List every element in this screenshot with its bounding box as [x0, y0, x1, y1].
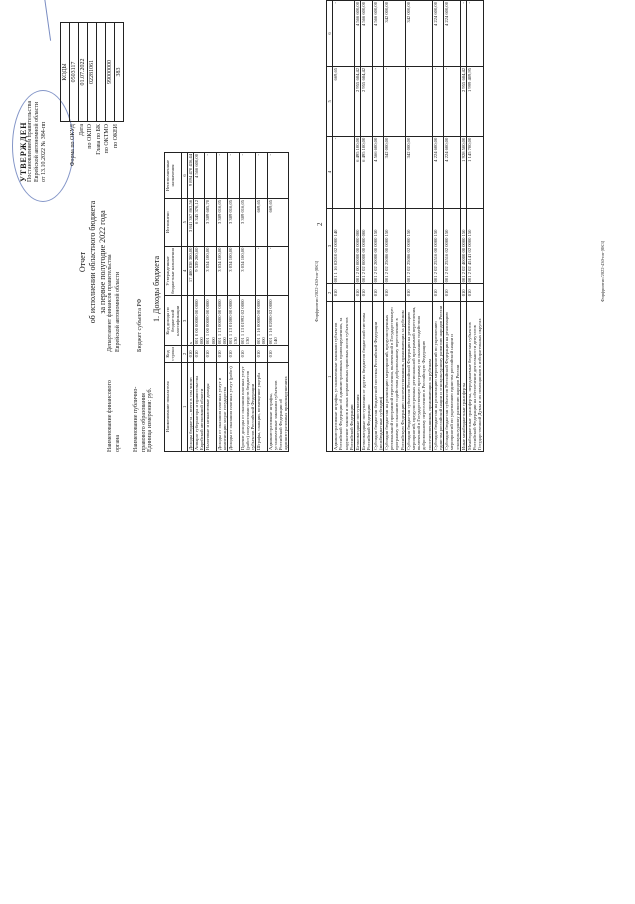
row-unexecuted: -	[216, 153, 227, 199]
row-budget-code: 001 2 02 40000 00 0000 150	[460, 208, 466, 284]
row-unexecuted: 4 224 600,00	[432, 1, 443, 67]
col-number: 2	[181, 346, 187, 362]
code-label: по ОКТМО	[104, 124, 111, 154]
row-approved: 3 034 100,00	[205, 246, 216, 296]
row-approved: 1 928 500,00	[460, 136, 466, 208]
row-code: 010	[194, 346, 205, 362]
row-budget-code: 001 2 02 25086 02 0000 150	[405, 208, 432, 284]
col-number: 5	[327, 66, 333, 136]
row-approved: 3 034 100,00	[216, 246, 227, 296]
table-row	[333, 1, 355, 452]
row-executed: 3 389 016,05	[239, 198, 256, 246]
row-name: Субсидии бюджетам на реализацию мероприятий, предусмотренных региональной программой переселения, включенной в Государственную программу по оказанию содействия добровольному переселению в Российскую Федерацию соотечественников, проживающих за рубежом	[384, 302, 406, 452]
table-body	[187, 153, 289, 452]
row-approved: 17 480 838 300,00	[187, 246, 193, 296]
col-number: 3	[181, 296, 187, 346]
title-line: за первое полугодие 2022 года	[98, 210, 107, 314]
code-okud: 0503117	[70, 23, 79, 122]
row-code: 010	[205, 346, 216, 362]
col-header: Наименование показателя	[165, 362, 182, 451]
row-unexecuted: -	[256, 153, 267, 199]
col-header: Код строки	[165, 346, 182, 362]
row-code: 010	[432, 284, 443, 302]
title-line: Отчет	[78, 251, 87, 273]
table-row	[361, 1, 372, 452]
row-name: Иные межбюджетные трансферты	[460, 302, 466, 452]
row-name: Субсидии бюджетам на реализацию мероприятий по укреплению единства российской нации и этнокультурному развитию народов России	[432, 302, 443, 452]
col-number: 2	[327, 284, 333, 302]
row-unexecuted: 342 000,00	[384, 1, 406, 67]
row-budget-code: 001 1 00 00000 00 0000 000	[205, 296, 216, 346]
row-code: 010	[187, 346, 193, 362]
col-header: Утвержденные бюджетные назначения	[165, 246, 182, 296]
unit-label: Единица измерения: руб.	[147, 387, 153, 452]
row-unexecuted: -	[239, 153, 256, 199]
code-oktmo: 99000000	[106, 23, 115, 122]
row-name: Прочие доходы от оказания платных услуг (работ) получателями средств бюджетов субъектов Российской Федерации	[239, 362, 256, 451]
approval-line: Еврейской автономной области	[34, 101, 40, 182]
row-unexecuted: -	[333, 1, 355, 67]
row-unexecuted: -	[267, 153, 289, 199]
row-unexecuted: 4 566 600,00	[355, 1, 361, 67]
row-approved: 1 145 700,00	[467, 136, 484, 208]
col-header: Неисполненные назначения	[165, 153, 182, 199]
row-unexecuted: -	[460, 1, 466, 67]
row-budget-code: 001 1 13 01000 00 0000 130	[228, 296, 239, 346]
row-executed: -	[444, 66, 461, 136]
row-executed: 3 841 367 863,56	[187, 198, 193, 246]
row-budget-code: 001 2 02 25516 02 0000 150	[444, 208, 461, 284]
row-name: Штрафы, санкции, возмещение ущерба	[256, 362, 267, 451]
table-header-row	[165, 153, 182, 452]
row-budget-code: 001 1 16 02000 02 0000 140	[267, 296, 289, 346]
code-date: 01.07.2022	[79, 23, 88, 122]
row-unexecuted: -	[205, 153, 216, 199]
fin-value: Департамент финансов правительства Еврейской автономной области	[107, 254, 121, 352]
page-right	[318, 0, 608, 452]
row-budget-code: 001 0 00 00000 00 0000 000	[194, 296, 205, 346]
codes-table	[60, 22, 124, 122]
row-budget-code: 001 2 02 00000 00 0000 000	[361, 208, 372, 284]
row-unexecuted: 342 000,00	[405, 1, 432, 67]
row-unexecuted: 4 566 600,00	[372, 1, 383, 67]
row-name: Безвозмездные поступления	[355, 302, 361, 452]
row-approved: 4 566 600,00	[372, 136, 383, 208]
page-left	[20, 0, 320, 452]
row-code: 010	[256, 346, 267, 362]
col-number: 6	[327, 1, 333, 67]
row-budget-code: 001 2 02 45141 02 0000 150	[467, 208, 484, 284]
row-budget-code: 001 2 00 00000 00 0000 000	[355, 208, 361, 284]
row-name: Административные штрафы, установленные законами субъектов Российской Федерации об административных правонарушениях	[267, 362, 289, 451]
row-name: Субсидии бюджетам субъектов Российской Федерации на реализацию мероприятий по укреплению единства российской нации и этнокультурному развитию народов России	[444, 302, 461, 452]
row-name: Доходы бюджета – всего в том числе:	[187, 362, 193, 451]
section-title: 1. Доходы бюджета	[152, 256, 161, 322]
table-row	[384, 1, 406, 452]
code-label: по ОКЕИ	[112, 124, 119, 149]
footer-left: Форфронтис/2022-430-пп-[0K3]	[314, 260, 319, 322]
row-budget-code: 001 2 02 25516 00 0000 150	[432, 208, 443, 284]
col-number: 6	[181, 153, 187, 199]
approval-head: УТВЕРЖДЕН	[19, 121, 28, 182]
row-code: 010	[239, 346, 256, 362]
fin-label: Наименование финансового органа	[107, 380, 121, 452]
code-okpo: 02281061	[88, 23, 97, 122]
row-code: 010	[216, 346, 227, 362]
code-label: Форма по ОКУД	[70, 124, 76, 167]
row-name: Аппарат губернатора и правительства Еврейской автономной области	[194, 362, 205, 451]
row-code: 010	[372, 284, 383, 302]
income-table-right	[326, 0, 484, 452]
row-approved: -	[256, 246, 267, 296]
row-budget-code: x	[187, 296, 193, 346]
row-executed: 669,65	[267, 198, 289, 246]
row-budget-code: 001 1 16 02010 02 0000 140	[333, 208, 355, 284]
row-approved: 3 034 100,00	[228, 246, 239, 296]
row-approved: 6 495 100,00	[361, 136, 372, 208]
page-number: 2	[316, 222, 324, 226]
table-row	[256, 153, 267, 452]
row-budget-code: 001 1 13 00000 00 0000 000	[216, 296, 227, 346]
approval-block	[20, 2, 48, 182]
row-name: Субсидии бюджетам субъектов Российской Федерации на реализацию мероприятий, предусмотренных региональной программой переселения, включенной в Государственную программу по оказанию содействия добровольному переселению в Российскую Федерацию соотечественников, проживающих за рубежом	[405, 302, 432, 452]
row-name: Доходы от оказания платных услуг (работ)	[228, 362, 239, 451]
row-name: Субсидии бюджетам бюджетной системы Российской Федерации (межбюджетные субсидии)	[372, 302, 383, 452]
pub-value: Бюджет субъекта РФ	[137, 298, 143, 352]
row-code: 010	[405, 284, 432, 302]
income-table-left	[164, 152, 289, 452]
row-budget-code: 001 2 02 20000 00 0000 150	[372, 208, 383, 284]
row-name: Доходы от оказания платных услуг и компенсации затрат государства	[216, 362, 227, 451]
row-approved: 4 224 600,00	[432, 136, 443, 208]
col-number: 5	[181, 198, 187, 246]
col-number: 1	[327, 302, 333, 452]
row-unexecuted: 9 894 470 436,44	[187, 153, 193, 199]
row-code: 010	[361, 284, 372, 302]
row-name: Межбюджетные трансферты, передаваемые бюджетам субъектов Российской Федерации на обеспечение деятельности депутатов Государственной Думы и их помощников в избирательных округах	[467, 302, 484, 452]
col-number: 4	[181, 246, 187, 296]
row-approved: 9 539 200,00	[194, 246, 205, 296]
row-approved: -	[267, 246, 289, 296]
row-executed: 669,65	[333, 66, 355, 136]
codes-header: КОДЫ	[61, 23, 70, 122]
code-label: по ОКПО	[87, 124, 94, 149]
table-row	[405, 1, 432, 452]
col-number: 4	[327, 136, 333, 208]
row-executed: -	[384, 66, 406, 136]
row-budget-code: 001 2 02 25086 00 0000 150	[384, 208, 406, 284]
row-code: 010	[460, 284, 466, 302]
col-number: 1	[181, 362, 187, 451]
row-approved: -	[333, 136, 355, 208]
row-executed: 669,65	[256, 198, 267, 246]
row-executed: 3 389 016,05	[228, 198, 239, 246]
row-unexecuted: 4 566 600,00	[194, 153, 205, 199]
table-row	[239, 153, 256, 452]
row-unexecuted: -	[467, 1, 484, 67]
code-label: Дата	[78, 124, 85, 136]
codes-labels	[69, 124, 121, 184]
row-unexecuted: 4 566 600,00	[361, 1, 372, 67]
row-code: 010	[467, 284, 484, 302]
table-row	[216, 153, 227, 452]
row-name: Безвозмездные поступления от других бюджетов бюджетной системы Российской Федерации	[361, 302, 372, 452]
row-executed: 2 955 684,42	[361, 66, 372, 136]
row-approved: 342 000,00	[405, 136, 432, 208]
pub-label: Наименование публично-правового образования	[133, 386, 147, 452]
table-row	[444, 1, 461, 452]
table-row	[267, 153, 289, 452]
row-executed: 3 389 685,70	[205, 198, 216, 246]
approval-line: Постановлением правительства	[27, 100, 33, 182]
col-header: Исполнено	[165, 198, 182, 246]
title-line: об исполнении областного бюджета	[88, 200, 97, 324]
col-number: 3	[327, 208, 333, 284]
row-approved: 4 224 600,00	[444, 136, 461, 208]
row-budget-code: 001 1 16 00000 00 0000 000	[256, 296, 267, 346]
row-budget-code: 001 1 13 01992 02 0000 130	[239, 296, 256, 346]
row-approved: 342 000,00	[384, 136, 406, 208]
table-row	[372, 1, 383, 452]
table-body	[333, 1, 483, 452]
table-row	[432, 1, 443, 452]
row-code: 010	[267, 346, 289, 362]
row-executed: 2 955 684,42	[460, 66, 466, 136]
row-name: Административные штрафы, установленные законами субъектов Российской Федерации об административных правонарушениях, за нарушение законов и иных нормативных правовых актов субъектов Российской Федерации	[333, 302, 355, 452]
row-executed: 3 389 016,05	[216, 198, 227, 246]
row-code: 010	[444, 284, 461, 302]
row-unexecuted: 4 224 600,00	[444, 1, 461, 67]
row-approved: 3 034 100,00	[239, 246, 256, 296]
row-executed: -	[372, 66, 383, 136]
row-code: 010	[384, 284, 406, 302]
row-executed: 1 999 409,95	[467, 66, 484, 136]
row-executed: -	[405, 66, 432, 136]
row-executed: 2 955 684,42	[355, 66, 361, 136]
table-row	[228, 153, 239, 452]
code-okei: 383	[115, 23, 124, 122]
row-code: 010	[333, 284, 355, 302]
row-approved: 6 495 100,00	[355, 136, 361, 208]
code-label: Глава по БК	[95, 124, 102, 155]
table-row	[194, 153, 205, 452]
approval-line: от 13.10.2022 № 384-пп	[41, 121, 47, 182]
row-code: 010	[355, 284, 361, 302]
col-header: Код дохода по бюджетной классификации	[165, 296, 182, 346]
row-executed: 6 345 370,12	[194, 198, 205, 246]
footer-right: Форфронтис/2022-430-пп-[0K3]	[600, 240, 605, 302]
table-row	[205, 153, 216, 452]
code-bk	[97, 23, 106, 122]
row-name: Налоговые и неналоговые доходы	[205, 362, 216, 451]
row-executed: -	[432, 66, 443, 136]
row-code: 010	[228, 346, 239, 362]
row-unexecuted: -	[228, 153, 239, 199]
table-row	[467, 1, 484, 452]
